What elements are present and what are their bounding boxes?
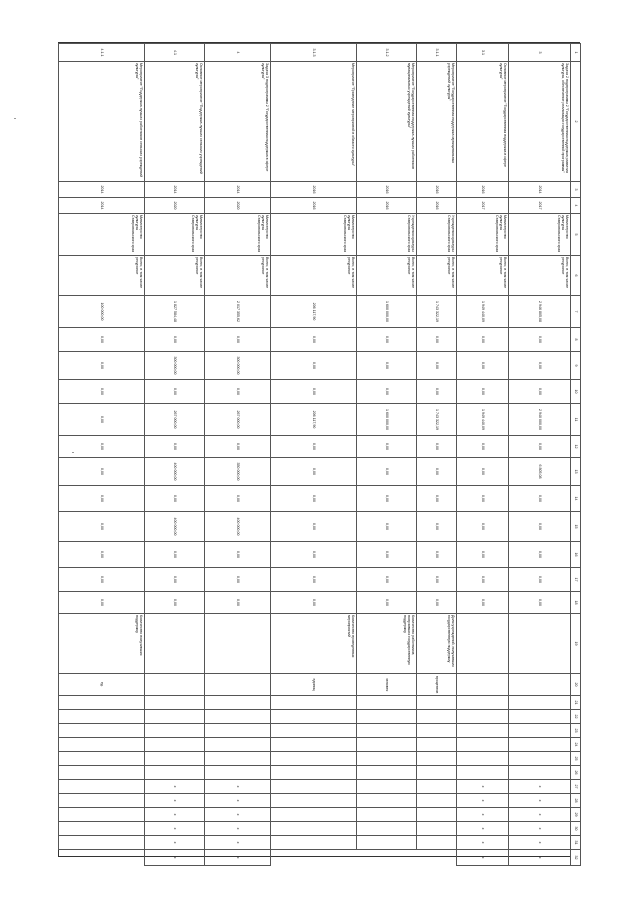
- table-cell: 0,00: [59, 568, 145, 592]
- table-row: [509, 44, 571, 866]
- table-cell: [509, 614, 571, 674]
- table-cell: 2014: [509, 182, 571, 198]
- table-cell: Всего, в том числе ресурсное: [145, 256, 205, 296]
- table-cell: 0,00: [59, 592, 145, 614]
- table-cell: Всего, в том числе ресурсное: [457, 256, 509, 296]
- header-cell: 5: [571, 214, 581, 256]
- table-cell: Министерство культуры Ставропольского края: [205, 214, 271, 256]
- header-cell: 6: [571, 256, 581, 296]
- table-cell: [417, 808, 457, 822]
- table-cell: 6 805,08: [509, 458, 571, 486]
- table-cell: [357, 766, 417, 780]
- table-cell: 0,00: [417, 592, 457, 614]
- table-cell: [271, 794, 357, 808]
- header-cell: 2: [571, 62, 581, 182]
- table-cell: [357, 752, 417, 766]
- table-cell: 0,00: [271, 328, 357, 352]
- header-cell: 28: [571, 794, 581, 808]
- table-cell: [417, 724, 457, 738]
- table-cell: 0,00: [59, 486, 145, 512]
- header-cell: 7: [571, 296, 581, 328]
- table-cell: 4.1: [145, 44, 205, 62]
- table-cell: 0,00: [271, 542, 357, 568]
- table-cell: Всего, в том числе ресурсное: [417, 256, 457, 296]
- table-cell: [271, 766, 357, 780]
- table-cell: 0,00: [417, 568, 457, 592]
- table-cell: 4.1.1: [59, 44, 145, 62]
- header-cell: 19: [571, 614, 581, 674]
- table-cell: 0,00: [457, 592, 509, 614]
- table-cell: 0,00: [417, 542, 457, 568]
- table-cell: 0,00: [271, 352, 357, 380]
- table-cell: [59, 710, 145, 724]
- table-cell: [59, 752, 145, 766]
- table-cell: 0,00: [205, 436, 271, 458]
- table-cell: 2016: [271, 198, 357, 214]
- table-cell: 0,00: [59, 436, 145, 458]
- table-cell: x: [457, 850, 509, 866]
- table-cell: 3: [509, 44, 571, 62]
- table-cell: Министерство культуры Ставропольского края: [271, 214, 357, 256]
- table-cell: 0,00: [205, 592, 271, 614]
- table-cell: [357, 794, 417, 808]
- table-cell: [417, 836, 457, 850]
- table-cell: 1 743 322,19: [417, 296, 457, 328]
- table-cell: [205, 738, 271, 752]
- table-cell: 206 117,90: [271, 404, 357, 436]
- header-number-row: [571, 44, 581, 866]
- table-cell: 2017: [509, 198, 571, 214]
- table-cell: x: [509, 780, 571, 794]
- table-cell: [59, 836, 145, 850]
- table-row: [457, 44, 509, 866]
- table-cell: [357, 836, 417, 850]
- header-cell: 21: [571, 696, 581, 710]
- table-row: [271, 44, 357, 866]
- table-row: [205, 44, 271, 866]
- table-cell: 0,00: [357, 380, 417, 404]
- table-cell: [457, 674, 509, 696]
- table-cell: 0,00: [59, 404, 145, 436]
- table-cell: [271, 822, 357, 836]
- table-cell: [457, 724, 509, 738]
- table-cell: 0,00: [457, 458, 509, 486]
- table-cell: 206 117,90: [271, 296, 357, 328]
- table-cell: Министерство культуры Ставропольского края: [145, 214, 205, 256]
- table-cell: 0,00: [457, 436, 509, 458]
- table-cell: [205, 710, 271, 724]
- header-cell: 30: [571, 822, 581, 836]
- table-cell: [59, 822, 145, 836]
- table-cell: Учреждения культуры Ставропольского края: [357, 214, 417, 256]
- table-cell: [457, 766, 509, 780]
- table-cell: [145, 614, 205, 674]
- table-cell: 0,00: [509, 436, 571, 458]
- table-cell: 0,00: [417, 328, 457, 352]
- header-cell: 20: [571, 674, 581, 696]
- table-cell: [509, 752, 571, 766]
- table-cell: 0,00: [145, 486, 205, 512]
- table-cell: [417, 710, 457, 724]
- table-cell: Основное мероприятие "Поддержка лучших сельских учреждений культуры": [145, 62, 205, 182]
- table-cell: 2016: [357, 182, 417, 198]
- document-page: [58, 42, 580, 860]
- table-cell: 0,00: [59, 328, 145, 352]
- table-row: [145, 44, 205, 866]
- table-cell: 0,00: [417, 486, 457, 512]
- table-cell: 0,00: [357, 486, 417, 512]
- table-cell: 0,00: [509, 486, 571, 512]
- table-cell: Всего, в том числе ресурсное: [509, 256, 571, 296]
- table-cell: 0,00: [145, 436, 205, 458]
- table-cell: Количество проведенных мероприятий: [271, 614, 357, 674]
- table-cell: человек: [357, 674, 417, 696]
- header-cell: 32: [571, 850, 581, 866]
- header-cell: 10: [571, 380, 581, 404]
- table-cell: Мероприятие "Проведение мероприятий в области культуры": [271, 62, 357, 182]
- table-cell: x: [457, 794, 509, 808]
- table-cell: 0,00: [509, 512, 571, 542]
- table-cell: Количество работников, получивших государственную поддержку: [357, 614, 417, 674]
- table-cell: 0,00: [205, 542, 271, 568]
- table-cell: 2020: [145, 198, 205, 214]
- table-cell: [205, 614, 271, 674]
- table-cell: 0,00: [357, 458, 417, 486]
- table-cell: [457, 752, 509, 766]
- table-cell: [271, 836, 357, 850]
- table-cell: 400 000,00: [205, 512, 271, 542]
- table-cell: 267 000,00: [205, 404, 271, 436]
- table-cell: 2 946 805,08: [509, 296, 571, 328]
- header-cell: 27: [571, 780, 581, 794]
- table-cell: 0,00: [145, 542, 205, 568]
- header-cell: 11: [571, 404, 581, 436]
- table-cell: Учреждения культуры Ставропольского края: [417, 214, 457, 256]
- table-cell: 0,00: [145, 380, 205, 404]
- table-cell: 0,00: [509, 352, 571, 380]
- table-cell: [417, 738, 457, 752]
- scan-speck: [14, 118, 16, 119]
- table-cell: [145, 738, 205, 752]
- table-cell: [357, 710, 417, 724]
- header-cell: 22: [571, 710, 581, 724]
- table-cell: 0,00: [509, 380, 571, 404]
- header-cell: 25: [571, 752, 581, 766]
- table-row: [59, 44, 145, 866]
- table-cell: x: [509, 808, 571, 822]
- table-cell: [59, 794, 145, 808]
- table-cell: Всего, в том числе ресурсное: [59, 256, 145, 296]
- table-cell: [145, 752, 205, 766]
- table-cell: x: [509, 822, 571, 836]
- header-cell: 29: [571, 808, 581, 822]
- table-cell: 0,00: [271, 380, 357, 404]
- table-cell: x: [145, 850, 205, 866]
- rotated-table-container: [59, 43, 581, 858]
- table-cell: 2016: [357, 198, 417, 214]
- table-cell: 2016: [417, 198, 457, 214]
- table-cell: 2016: [417, 182, 457, 198]
- table-cell: [205, 696, 271, 710]
- table-cell: 2017: [457, 198, 509, 214]
- table-cell: [357, 696, 417, 710]
- table-cell: 0,00: [205, 380, 271, 404]
- table-cell: 2014: [59, 198, 145, 214]
- table-cell: 0,00: [357, 592, 417, 614]
- table-cell: [417, 794, 457, 808]
- table-cell: 0,00: [59, 458, 145, 486]
- table-cell: 0,00: [59, 352, 145, 380]
- table-cell: x: [145, 794, 205, 808]
- table-cell: 2 940 000,00: [509, 404, 571, 436]
- table-cell: [271, 738, 357, 752]
- table-row: [357, 44, 417, 866]
- table-cell: Основное мероприятие "Государственная поддержка в сфере культуры": [457, 62, 509, 182]
- header-cell: 8: [571, 328, 581, 352]
- table-cell: процентов: [417, 674, 457, 696]
- table-cell: 0,00: [271, 458, 357, 486]
- table-cell: [509, 738, 571, 752]
- table-cell: [145, 724, 205, 738]
- table-cell: [457, 614, 509, 674]
- table-cell: 0,00: [357, 328, 417, 352]
- table-cell: [417, 822, 457, 836]
- table-cell: 1 949 440,09: [457, 296, 509, 328]
- table-cell: x: [145, 822, 205, 836]
- table-cell: 0,00: [205, 328, 271, 352]
- table-cell: x: [205, 850, 271, 866]
- table-cell: x: [509, 836, 571, 850]
- table-cell: [59, 696, 145, 710]
- table-cell: [205, 766, 271, 780]
- table-cell: 0,00: [145, 328, 205, 352]
- table-cell: x: [145, 808, 205, 822]
- table-cell: x: [509, 794, 571, 808]
- table-cell: 0,00: [509, 568, 571, 592]
- table-cell: x: [205, 780, 271, 794]
- table-cell: [271, 724, 357, 738]
- table-cell: x: [509, 850, 571, 866]
- table-cell: [59, 766, 145, 780]
- table-cell: x: [457, 836, 509, 850]
- table-cell: Доля учреждений, получивших государственную поддержку: [417, 614, 457, 674]
- table-cell: x: [205, 794, 271, 808]
- header-cell: 4: [571, 198, 581, 214]
- header-cell: 3: [571, 182, 581, 198]
- header-cell: 12: [571, 436, 581, 458]
- header-cell: 17: [571, 568, 581, 592]
- header-cell: 23: [571, 724, 581, 738]
- table-cell: 0,00: [357, 512, 417, 542]
- table-cell: 0,00: [357, 352, 417, 380]
- header-cell: 13: [571, 458, 581, 486]
- header-cell: 18: [571, 592, 581, 614]
- header-cell: 26: [571, 766, 581, 780]
- table-cell: 2016: [271, 182, 357, 198]
- table-cell: [417, 696, 457, 710]
- table-cell: [417, 766, 457, 780]
- table-cell: Всего, в том числе ресурсное: [357, 256, 417, 296]
- table-cell: 300 000,00: [205, 352, 271, 380]
- table-cell: [205, 674, 271, 696]
- table-cell: [509, 696, 571, 710]
- table-cell: [145, 674, 205, 696]
- table-cell: 4: [205, 44, 271, 62]
- table-cell: Министерство культуры Ставропольского края: [509, 214, 571, 256]
- table-cell: [271, 780, 357, 794]
- table-body: [59, 44, 571, 866]
- table-cell: 0,00: [145, 592, 205, 614]
- table-cell: 0,00: [205, 486, 271, 512]
- table-cell: 2014: [205, 182, 271, 198]
- table-cell: 0,00: [417, 436, 457, 458]
- table-cell: 0,00: [457, 380, 509, 404]
- program-table: [58, 43, 581, 866]
- table-cell: 0,00: [457, 542, 509, 568]
- table-cell: [357, 808, 417, 822]
- table-row: [417, 44, 457, 866]
- header-cell: 14: [571, 486, 581, 512]
- table-cell: [205, 752, 271, 766]
- table-cell: Министерство культуры Ставропольского края: [457, 214, 509, 256]
- table-cell: [509, 724, 571, 738]
- table-cell: 0,00: [357, 436, 417, 458]
- table-cell: 3.1.1: [417, 44, 457, 62]
- table-cell: 0,00: [457, 328, 509, 352]
- table-cell: 0,00: [357, 542, 417, 568]
- table-cell: 0,00: [59, 380, 145, 404]
- header-cell: 24: [571, 738, 581, 752]
- table-cell: 0,00: [509, 328, 571, 352]
- table-cell: x: [145, 780, 205, 794]
- table-cell: 2020: [205, 198, 271, 214]
- table-cell: 2 017 355,62: [205, 296, 271, 328]
- table-cell: 1 949 440,09: [457, 404, 509, 436]
- table-cell: 267 000,00: [145, 404, 205, 436]
- table-cell: 0,00: [417, 512, 457, 542]
- table-cell: единиц: [271, 674, 357, 696]
- table-cell: x: [205, 808, 271, 822]
- table-cell: [417, 752, 457, 766]
- table-cell: 0,00: [59, 542, 145, 568]
- table-cell: Всего, в том числе ресурсное: [271, 256, 357, 296]
- table-cell: [509, 674, 571, 696]
- table-cell: [357, 738, 417, 752]
- table-cell: 400 000,00: [145, 458, 205, 486]
- table-cell: 0,00: [271, 592, 357, 614]
- table-cell: [509, 710, 571, 724]
- header-cell: 31: [571, 836, 581, 850]
- table-cell: [509, 766, 571, 780]
- table-cell: 2016: [457, 182, 509, 198]
- table-cell: 0,00: [205, 568, 271, 592]
- table-cell: 100 000,00: [59, 296, 145, 328]
- table-cell: [271, 808, 357, 822]
- table-cell: [59, 738, 145, 752]
- table-cell: 0,00: [271, 436, 357, 458]
- table-cell: [145, 710, 205, 724]
- table-cell: 0,00: [509, 592, 571, 614]
- header-cell: 15: [571, 512, 581, 542]
- header-cell: 9: [571, 352, 581, 380]
- table-cell: 0,00: [457, 512, 509, 542]
- header-cell: 1: [571, 44, 581, 62]
- table-cell: [457, 696, 509, 710]
- table-cell: Всего, в том числе ресурсное: [205, 256, 271, 296]
- table-cell: 0,00: [509, 542, 571, 568]
- table-cell: 3.1.3: [271, 44, 357, 62]
- table-cell: [145, 766, 205, 780]
- table-cell: [271, 710, 357, 724]
- table-cell: x: [457, 822, 509, 836]
- table-cell: [145, 696, 205, 710]
- table-cell: x: [457, 808, 509, 822]
- table-cell: x: [205, 836, 271, 850]
- table-cell: 1 600 000,00: [357, 296, 417, 328]
- table-cell: [457, 738, 509, 752]
- header-cell: 16: [571, 542, 581, 568]
- table-cell: Мероприятие "Поддержка лучших работников сельских учреждений культуры": [59, 62, 145, 182]
- table-cell: [357, 780, 417, 794]
- table-cell: [457, 710, 509, 724]
- table-cell: 1 600 000,00: [357, 404, 417, 436]
- table-cell: 0,00: [357, 568, 417, 592]
- table-cell: 3.1.2: [357, 44, 417, 62]
- table-cell: ед.: [59, 674, 145, 696]
- table-cell: 300 000,00: [145, 352, 205, 380]
- table-cell: 0,00: [417, 380, 457, 404]
- table-cell: 0,00: [417, 458, 457, 486]
- table-cell: [59, 808, 145, 822]
- table-cell: x: [205, 822, 271, 836]
- table-cell: 0,00: [457, 486, 509, 512]
- table-cell: Мероприятие "Государственная поддержка муниципальных учреждений культуры": [417, 62, 457, 182]
- table-cell: 0,00: [59, 512, 145, 542]
- table-cell: [59, 780, 145, 794]
- table-cell: [271, 752, 357, 766]
- table-cell: 0,00: [145, 568, 205, 592]
- table-cell: 0,00: [271, 486, 357, 512]
- table-cell: Министерство культуры Ставропольского края: [59, 214, 145, 256]
- table-cell: [417, 780, 457, 794]
- table-cell: [357, 724, 417, 738]
- table-cell: 350 000,00: [205, 458, 271, 486]
- table-cell: [271, 696, 357, 710]
- table-cell: [357, 822, 417, 836]
- table-cell: [59, 724, 145, 738]
- table-cell: Мероприятие "Государственная поддержка лучших работников муниципальных учреждений культуры": [357, 62, 417, 182]
- table-cell: [205, 724, 271, 738]
- table-cell: 2014: [145, 182, 205, 198]
- table-cell: 0,00: [271, 568, 357, 592]
- table-cell: x: [145, 836, 205, 850]
- table-cell: 400 000,00: [145, 512, 205, 542]
- table-cell: 0,00: [271, 512, 357, 542]
- table-cell: 2014: [59, 182, 145, 198]
- table-cell: 0,00: [417, 352, 457, 380]
- table-cell: 3.1: [457, 44, 509, 62]
- table-cell: Задача 2 подпрограммы 2 "Государственная поддержка развития культуры, обеспечение реализации государственной программы": [509, 62, 571, 182]
- table-cell: x: [457, 780, 509, 794]
- table-cell: 0,00: [457, 568, 509, 592]
- table-cell: Количество получивших поддержку: [59, 614, 145, 674]
- table-cell: 0,00: [457, 352, 509, 380]
- table-cell: 1 827 584,48: [145, 296, 205, 328]
- table-cell: 1 743 322,19: [417, 404, 457, 436]
- table-cell: Задача 3 подпрограммы 2 "Государственная поддержка в сфере культуры": [205, 62, 271, 182]
